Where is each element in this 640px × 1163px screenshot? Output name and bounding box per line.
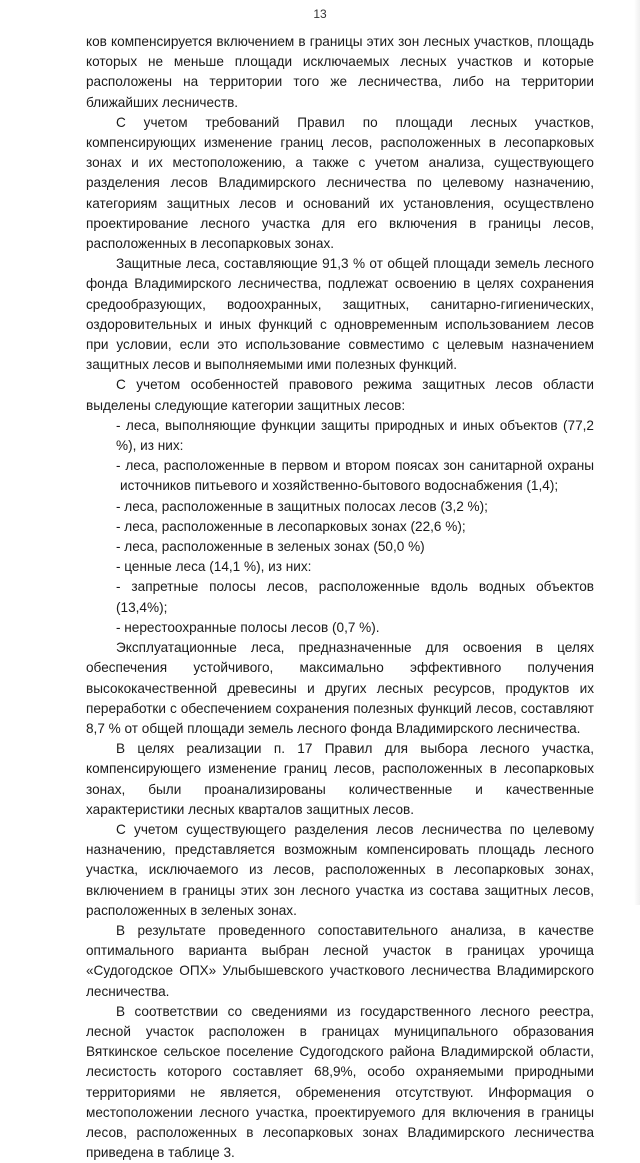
list-item: - леса, расположенные в защитных полосах лесов (3,2 %); (116, 498, 488, 514)
list-item: - нерестоохранные полосы лесов (0,7 %). (116, 619, 380, 635)
scan-edge-shadow (634, 0, 640, 905)
paragraph-selected-plot: В результате проведенного сопоставительного анализа, в качестве оптимального варианта выбран лесной участок в границах урочища «Судогодское ОПХ» Улыбышевского участкового лесничества Владимирского лесничества. (86, 922, 594, 999)
list-item: - запретные полосы лесов, расположенные вдоль водных объектов (13,4%); (116, 579, 594, 615)
body-text (86, 32, 594, 1163)
paragraph-forest-registry: В соответствии со сведениями из государственного лесного реестра, лесной участок расположен в границах муниципального образования Вяткинское сельское поселение Судогодского района Владимирской области, лесистость которого составляет 68,9%, особо охраняемыми природными территориями не является, обременения отсутствуют. Информация о местоположении лесного участка, проектируемого для включения в границы лесов, расположенных в лесопарковых зонах Владимирского лесничества приведена в таблице 3. (86, 1003, 594, 1161)
list-item: - леса, расположенные в лесопарковых зонах (22,6 %); (116, 518, 466, 534)
paragraph-continuation: ков компенсируется включением в границы этих зон лесных участков, площадь которых не меньше площади исключаемых лесных участков и которые расположены на территории того же лесничества, либо на территории ближайших лесничеств. (86, 34, 594, 110)
paragraph-protective-forests: Защитные леса, составляющие 91,3 % от общей площади земель лесного фонда Владимирского лесничества, подлежат освоению в целях сохранения средообразующих, водоохранных, защитных, санитарно-гигиенических, оздоровительных и иных функций с одновременным использованием лесов при условии, если это использование совместимо с целевым назначением защитных лесов и выполняемыми ими полезных функций. (86, 256, 594, 373)
list-item: - леса, расположенные в первом и втором поясах зон санитарной охраны источников питьевого и хозяйственно-бытового водоснабжения (1,4); (116, 458, 594, 494)
paragraph-categories-intro: С учетом особенностей правового режима защитных лесов области выделены следующие категории защитных лесов: (86, 377, 594, 413)
list-item: - леса, выполняющие функции защиты природных и иных объектов (77,2 %), из них: (116, 417, 594, 454)
paragraph-compensation: С учетом существующего разделения лесов лесничества по целевому назначению, представляется возможным компенсировать площадь лесного участка, исключаемого из лесов, расположенных в лесопарковых зонах, включением в границы этих зон лесного участка из состава защитных лесов, расположенных в зеленых зонах. (86, 821, 594, 918)
page-number: 13 (313, 7, 327, 21)
list-item: - ценные леса (14,1 %), из них: (116, 559, 312, 575)
paragraph-requirements: С учетом требований Правил по площади лесных участков, компенсирующих изменение границ лесов, расположенных в лесопарковых зонах и их местоположению, а также с учетом анализа, существующего разделения лесов Владимирского лесничества по целевому назначению, категориям защитных лесов и оснований их установления, осуществлено проектирование лесного участка для его включения в границы лесов, расположенных в лесопарковых зонах. (86, 114, 594, 252)
list-item: - леса, расположенные в зеленых зонах (50,0 %) (116, 539, 425, 555)
paragraph-exploitation-forests: Эксплуатационные леса, предназначенные для освоения в целях обеспечения устойчивого, максимально эффективного получения высококачественной древесины и других лесных ресурсов, продуктов их переработки с обеспечением сохранения полезных функций лесов, составляют 8,7 % от общей площади земель лесного фонда Владимирского лесничества. (86, 640, 594, 736)
paragraph-rule-17: В целях реализации п. 17 Правил для выбора лесного участка, компенсирующего изменение границ лесов, расположенных в лесопарковых зонах, были проанализированы количественные и качественные характеристики лесных кварталов защитных лесов. (86, 741, 594, 817)
